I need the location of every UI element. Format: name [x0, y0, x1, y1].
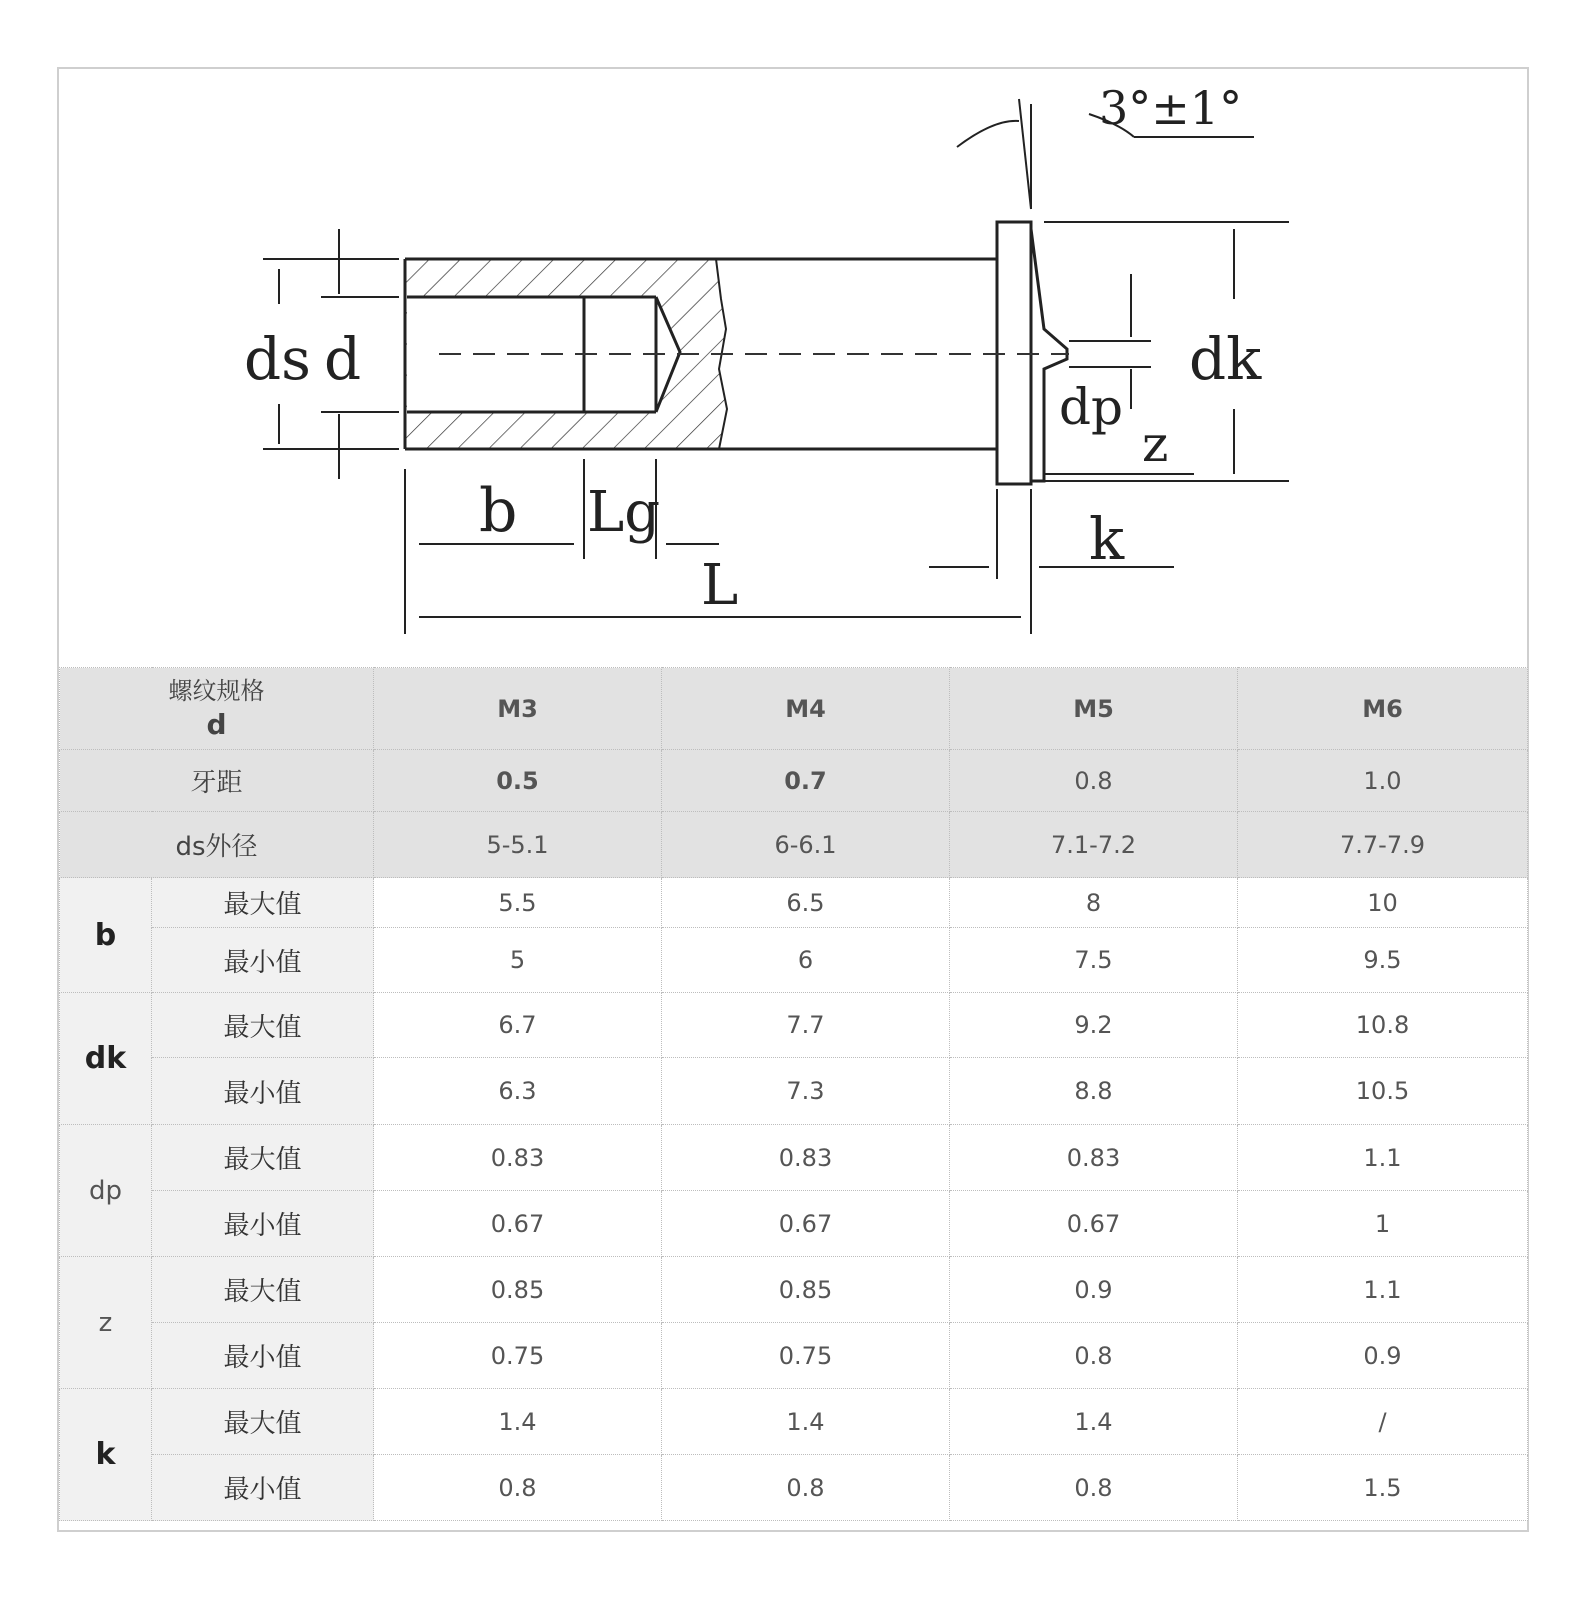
dp-max-value: 0.83 [374, 1125, 662, 1191]
k-min-value: 1.5 [1238, 1455, 1528, 1521]
z-max-row [60, 1257, 1528, 1323]
dp-label: dp [1059, 378, 1124, 436]
b-max-value: 8 [950, 878, 1238, 928]
spec-sheet-frame [57, 67, 1529, 1532]
b-max-value: 10 [1238, 878, 1528, 928]
ds-label-cell: ds外径 [60, 812, 374, 878]
dp-min-value: 0.67 [662, 1191, 950, 1257]
b-max-row [60, 878, 1528, 928]
spec-label: 螺纹规格 [168, 677, 265, 706]
b-min-row [60, 928, 1528, 993]
pitch-label: 牙距 [60, 750, 374, 812]
b-max-value: 6.5 [662, 878, 950, 928]
technical-drawing [59, 69, 1527, 669]
min-label: 最小值 [152, 1191, 374, 1257]
z-min-row [60, 1323, 1528, 1389]
param-dk: dk [60, 993, 152, 1125]
ds-value: 7.1-7.2 [950, 812, 1238, 878]
spec-header-cell [60, 668, 374, 750]
dk-min-row [60, 1058, 1528, 1125]
ds-row [60, 812, 1528, 878]
param-b: b [60, 878, 152, 993]
angle-label: 3°±1° [1099, 81, 1243, 135]
k-min-value: 0.8 [950, 1455, 1238, 1521]
z-min-value: 0.9 [1238, 1323, 1528, 1389]
ds-value: 5-5.1 [374, 812, 662, 878]
pitch-value: 1.0 [1238, 750, 1528, 812]
dk-min-value: 6.3 [374, 1058, 662, 1125]
max-label: 最大值 [152, 1389, 374, 1455]
max-label: 最大值 [152, 1125, 374, 1191]
k-min-value: 0.8 [374, 1455, 662, 1521]
z-max-value: 0.85 [374, 1257, 662, 1323]
min-label: 最小值 [152, 928, 374, 993]
k-max-row [60, 1389, 1528, 1455]
max-label: 最大值 [152, 878, 374, 928]
dk-max-value: 6.7 [374, 993, 662, 1058]
dp-min-value: 0.67 [950, 1191, 1238, 1257]
d-label: d [324, 325, 362, 393]
dp-z-dimension [1044, 274, 1194, 474]
ds-value: 7.7-7.9 [1238, 812, 1528, 878]
z-min-value: 0.75 [374, 1323, 662, 1389]
dp-max-value: 0.83 [662, 1125, 950, 1191]
L-label: L [701, 553, 739, 618]
standoff-drawing-svg [59, 69, 1527, 669]
b-min-value: 9.5 [1238, 928, 1528, 993]
pitch-value: 0.8 [950, 750, 1238, 812]
param-z: z [60, 1257, 152, 1389]
dk-label: dk [1189, 325, 1262, 393]
k-max-value: / [1238, 1389, 1528, 1455]
max-label: 最大值 [152, 993, 374, 1058]
dk-max-row [60, 993, 1528, 1058]
dp-min-row [60, 1191, 1528, 1257]
pitch-row [60, 750, 1528, 812]
dp-min-value: 1 [1238, 1191, 1528, 1257]
k-min-row [60, 1455, 1528, 1521]
dk-min-value: 7.3 [662, 1058, 950, 1125]
dk-max-value: 10.8 [1238, 993, 1528, 1058]
k-label: k [1089, 505, 1125, 573]
z-min-value: 0.8 [950, 1323, 1238, 1389]
spec-symbol: d [206, 707, 227, 741]
dk-min-value: 8.8 [950, 1058, 1238, 1125]
dp-max-value: 1.1 [1238, 1125, 1528, 1191]
lg-label: Lg [587, 480, 661, 545]
min-label: 最小值 [152, 1455, 374, 1521]
size-header: M4 [662, 668, 950, 750]
min-label: 最小值 [152, 1058, 374, 1125]
z-max-value: 0.85 [662, 1257, 950, 1323]
dk-max-value: 7.7 [662, 993, 950, 1058]
b-min-value: 5 [374, 928, 662, 993]
k-max-value: 1.4 [662, 1389, 950, 1455]
ds-label: ds [244, 325, 311, 393]
b-label: b [479, 476, 518, 546]
z-max-value: 1.1 [1238, 1257, 1528, 1323]
size-header: M3 [374, 668, 662, 750]
b-min-value: 6 [662, 928, 950, 993]
z-label: z [1142, 415, 1169, 473]
k-min-value: 0.8 [662, 1455, 950, 1521]
dp-min-value: 0.67 [374, 1191, 662, 1257]
dp-max-row [60, 1125, 1528, 1191]
min-label: 最小值 [152, 1323, 374, 1389]
size-header: M6 [1238, 668, 1528, 750]
header-row [60, 668, 1528, 750]
k-max-value: 1.4 [950, 1389, 1238, 1455]
b-max-value: 5.5 [374, 878, 662, 928]
k-max-value: 1.4 [374, 1389, 662, 1455]
dp-max-value: 0.83 [950, 1125, 1238, 1191]
z-max-value: 0.9 [950, 1257, 1238, 1323]
size-header: M5 [950, 668, 1238, 750]
pitch-value: 0.5 [374, 750, 662, 812]
dk-max-value: 9.2 [950, 993, 1238, 1058]
param-k: k [60, 1389, 152, 1521]
param-dp: dp [60, 1125, 152, 1257]
dk-min-value: 10.5 [1238, 1058, 1528, 1125]
length-dimensions [405, 459, 1174, 634]
ds-value: 6-6.1 [662, 812, 950, 878]
b-min-value: 7.5 [950, 928, 1238, 993]
z-min-value: 0.75 [662, 1323, 950, 1389]
pitch-value: 0.7 [662, 750, 950, 812]
spec-table [59, 667, 1528, 1521]
max-label: 最大值 [152, 1257, 374, 1323]
